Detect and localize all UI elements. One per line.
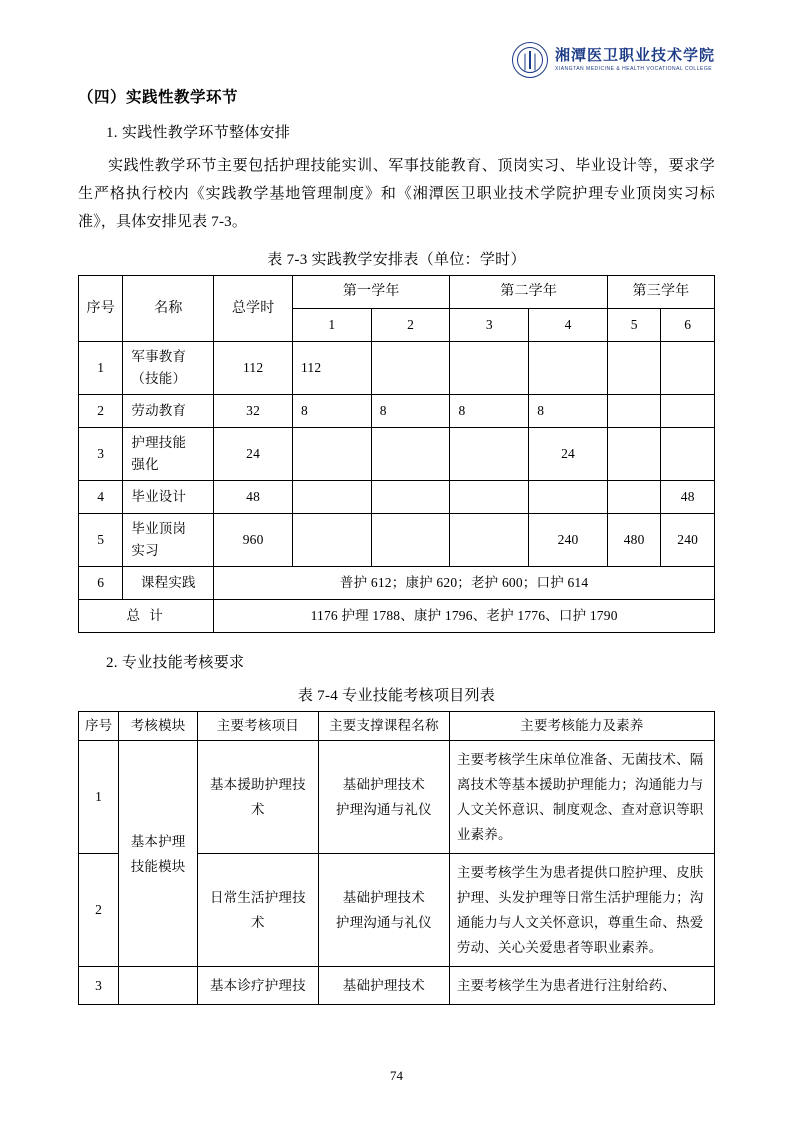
section-heading: （四）实践性教学环节 [78, 89, 239, 106]
th-course: 主要支撑课程名称 [318, 712, 449, 741]
cell-total-label: 总 计 [79, 600, 214, 633]
cell-term-2 [371, 342, 450, 395]
cell-no: 2 [79, 395, 123, 428]
table-row [79, 712, 715, 741]
cell-term-1 [292, 481, 371, 514]
cell-term-5 [607, 481, 661, 514]
cell-term-6 [661, 395, 715, 428]
cell-ability: 主要考核学生床单位准备、无菌技术、隔离技术等基本援助护理能力；沟通能力与人文关怀意识、制度观念、查对意识等职业素养。 [449, 741, 714, 854]
cell-course-line1: 基础护理技术 [342, 777, 425, 792]
subheading-1: 1. 实践性教学环节整体安排 [106, 125, 291, 141]
cell-item-line2: 术 [251, 802, 265, 817]
cell-module [119, 967, 198, 1005]
page-number: 74 [390, 1068, 403, 1083]
cell-term-6 [661, 428, 715, 481]
th-module: 考核模块 [119, 712, 198, 741]
cell-course [318, 741, 449, 854]
cell-name [123, 428, 214, 481]
cell-term-1: 8 [292, 395, 371, 428]
table-row [79, 567, 715, 600]
college-logo [512, 42, 715, 78]
cell-term-4 [529, 481, 608, 514]
cell-name: 课程实践 [123, 567, 214, 600]
table-row [79, 967, 715, 1005]
seal-icon [512, 42, 548, 78]
th-no: 序号 [79, 276, 123, 342]
table-row [79, 342, 715, 395]
cell-no: 3 [79, 967, 119, 1005]
th-ability: 主要考核能力及素养 [449, 712, 714, 741]
table-2-caption: 表 7-4 专业技能考核项目列表 [297, 688, 496, 704]
th-term-6: 6 [661, 309, 715, 342]
table-row [79, 600, 715, 633]
cell-name: 劳动教育 [123, 395, 214, 428]
cell-total: 32 [214, 395, 293, 428]
cell-term-5 [607, 428, 661, 481]
th-no: 序号 [79, 712, 119, 741]
th-year-3: 第三学年 [607, 276, 714, 309]
practice-teaching-table [78, 275, 715, 633]
cell-no: 5 [79, 514, 123, 567]
th-year-2: 第二学年 [450, 276, 607, 309]
logo-title-en: XIANGTAN MEDICINE & HEALTH VOCATIONAL COLLEGE [554, 65, 713, 72]
cell-term-3: 8 [450, 395, 529, 428]
cell-module-line1: 基本护理 [130, 833, 186, 849]
cell-no: 3 [79, 428, 123, 481]
cell-item-line1: 日常生活护理技 [209, 890, 306, 905]
cell-name [123, 514, 214, 567]
cell-term-1 [292, 514, 371, 567]
cell-course-line2: 护理沟通与礼仪 [335, 915, 432, 930]
table-row [79, 481, 715, 514]
cell-no: 2 [79, 854, 119, 967]
th-term-1: 1 [292, 309, 371, 342]
logo-text-block [555, 48, 715, 73]
th-term-5: 5 [607, 309, 661, 342]
cell-term-3 [450, 514, 529, 567]
cell-term-3 [450, 481, 529, 514]
cell-term-6 [661, 342, 715, 395]
cell-course: 基础护理技术 [318, 967, 449, 1005]
skill-assessment-table [78, 711, 715, 1005]
cell-no: 1 [79, 342, 123, 395]
paragraph-1: 实践性教学环节主要包括护理技能实训、军事技能教育、顶岗实习、毕业设计等，要求学生严格执行校内《实践教学基地管理制度》和《湘潭医卫职业技术学院护理专业顶岗实习标准》，具体安排见表 7-3。 [78, 158, 715, 230]
cell-total: 960 [214, 514, 293, 567]
cell-term-4 [529, 342, 608, 395]
cell-name-line1: 毕业顶岗 [131, 521, 187, 536]
cell-item [197, 854, 318, 967]
table-row [79, 395, 715, 428]
document-content [78, 85, 715, 1005]
cell-name-line2: 实习 [131, 543, 159, 558]
table-row [79, 428, 715, 481]
cell-term-2 [371, 514, 450, 567]
cell-term-4: 8 [529, 395, 608, 428]
table-1-caption: 表 7-3 实践教学安排表（单位：学时） [267, 252, 526, 268]
cell-term-5 [607, 342, 661, 395]
cell-name: 毕业设计 [123, 481, 214, 514]
logo-title-cn: 湘潭医卫职业技术学院 [554, 47, 715, 64]
th-total-hours: 总学时 [214, 276, 293, 342]
cell-term-5 [607, 395, 661, 428]
th-item: 主要考核项目 [197, 712, 318, 741]
table-row [79, 741, 715, 854]
cell-term-4: 240 [529, 514, 608, 567]
table-row [79, 276, 715, 309]
cell-course-line1: 基础护理技术 [342, 890, 425, 905]
cell-module [119, 741, 198, 967]
cell-no: 6 [79, 567, 123, 600]
cell-no: 4 [79, 481, 123, 514]
cell-name-line1: 军事教育 [131, 349, 187, 364]
cell-term-2 [371, 481, 450, 514]
cell-total-value: 1176 护理 1788、康护 1796、老护 1776、口护 1790 [214, 600, 715, 633]
cell-ability: 主要考核学生为患者进行注射给药、 [449, 967, 714, 1005]
cell-item [197, 741, 318, 854]
cell-module-line2: 技能模块 [130, 858, 186, 874]
cell-name-line2: （技能） [131, 371, 187, 386]
cell-term-3 [450, 342, 529, 395]
th-term-2: 2 [371, 309, 450, 342]
table-row [79, 514, 715, 567]
cell-term-5: 480 [607, 514, 661, 567]
cell-term-1 [292, 428, 371, 481]
subheading-2: 2. 专业技能考核要求 [106, 655, 245, 671]
cell-course-practice: 普护 612；康护 620；老护 600；口护 614 [214, 567, 715, 600]
cell-term-4: 24 [529, 428, 608, 481]
cell-ability: 主要考核学生为患者提供口腔护理、皮肤护理、头发护理等日常生活护理能力；沟通能力与人文关怀意识，尊重生命、热爱劳动、关心关爱患者等职业素养。 [449, 854, 714, 967]
cell-term-2: 8 [371, 395, 450, 428]
cell-course-line2: 护理沟通与礼仪 [335, 802, 432, 817]
cell-name [123, 342, 214, 395]
cell-term-6: 240 [661, 514, 715, 567]
cell-item-line1: 基本援助护理技 [209, 777, 306, 792]
cell-course [318, 854, 449, 967]
th-year-1: 第一学年 [292, 276, 449, 309]
cell-no: 1 [79, 741, 119, 854]
cell-total: 24 [214, 428, 293, 481]
cell-name-line2: 强化 [131, 457, 159, 472]
cell-term-1: 112 [292, 342, 371, 395]
th-term-3: 3 [450, 309, 529, 342]
cell-item-line2: 术 [251, 915, 265, 930]
cell-name-line1: 护理技能 [131, 435, 187, 450]
cell-total: 48 [214, 481, 293, 514]
th-term-4: 4 [529, 309, 608, 342]
cell-total: 112 [214, 342, 293, 395]
cell-item: 基本诊疗护理技 [197, 967, 318, 1005]
cell-term-3 [450, 428, 529, 481]
cell-term-2 [371, 428, 450, 481]
th-name: 名称 [123, 276, 214, 342]
cell-term-6: 48 [661, 481, 715, 514]
